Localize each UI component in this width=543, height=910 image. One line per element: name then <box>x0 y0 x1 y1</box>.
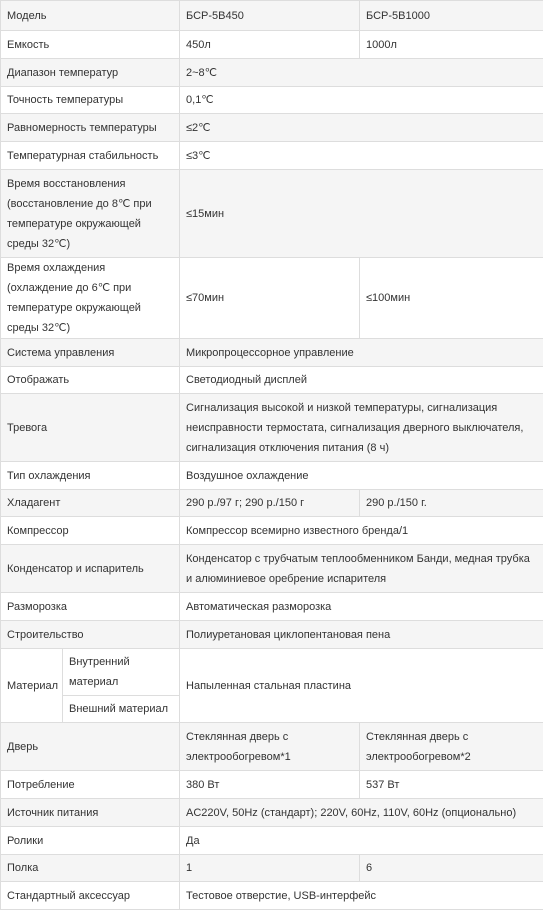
temp-stability-label: Температурная стабильность <box>1 142 180 170</box>
capacity-label: Емкость <box>1 31 180 59</box>
row-recovery <box>1 170 543 258</box>
row-power <box>1 799 543 827</box>
row-defrost <box>1 593 543 621</box>
material-value: Напыленная стальная пластина <box>180 649 543 723</box>
door-value-2: Стеклянная дверь с электрообогревом*2 <box>360 723 543 771</box>
cooling-type-label: Тип охлаждения <box>1 462 180 490</box>
door-value-1: Стеклянная дверь с электрообогревом*1 <box>180 723 360 771</box>
material-outer-label: Внешний материал <box>63 696 180 723</box>
control-label: Система управления <box>1 339 180 367</box>
shelf-label: Полка <box>1 855 180 882</box>
consumption-value-2: 537 Вт <box>360 771 543 799</box>
compressor-label: Компрессор <box>1 517 180 545</box>
cooling-time-value-1: ≤70мин <box>180 258 360 339</box>
temp-accuracy-label: Точность температуры <box>1 87 180 114</box>
condenser-value: Конденсатор с трубчатым теплообменником Банди, медная трубка и алюминиевое оребрение испарителя <box>180 545 543 593</box>
refrigerant-value-2: 290 р./150 г. <box>360 490 543 517</box>
row-refrigerant <box>1 490 543 517</box>
temp-uniformity-label: Равномерность температуры <box>1 114 180 142</box>
accessory-label: Стандартный аксессуар <box>1 882 180 910</box>
construction-label: Строительство <box>1 621 180 649</box>
row-consumption <box>1 771 543 799</box>
casters-value: Да <box>180 827 543 855</box>
cooling-time-label: Время охлаждения (охлаждение до 6℃ при температуре окружающей среды 32℃) <box>1 258 180 339</box>
temp-range-label: Диапазон температур <box>1 59 180 87</box>
refrigerant-value-1: 290 р./97 г; 290 р./150 г <box>180 490 360 517</box>
recovery-label: Время восстановления (восстановление до 8℃ при температуре окружающей среды 32℃) <box>1 170 180 258</box>
row-control <box>1 339 543 367</box>
row-condenser <box>1 545 543 593</box>
display-value: Светодиодный дисплей <box>180 367 543 394</box>
compressor-value: Компрессор всемирно известного бренда/1 <box>180 517 543 545</box>
row-casters <box>1 827 543 855</box>
row-shelf <box>1 855 543 882</box>
defrost-label: Разморозка <box>1 593 180 621</box>
alarm-value: Сигнализация высокой и низкой температуры, сигнализация неисправности термостата, сигнализация дверного выключателя, сигнализация отключения питания (8 ч) <box>180 394 543 462</box>
alarm-label: Тревога <box>1 394 180 462</box>
row-model <box>1 1 543 31</box>
temp-accuracy-value: 0,1℃ <box>180 87 543 114</box>
recovery-value: ≤15мин <box>180 170 543 258</box>
casters-label: Ролики <box>1 827 180 855</box>
row-cooling-time <box>1 258 543 339</box>
row-temp-range <box>1 59 543 87</box>
model-label: Модель <box>1 1 180 31</box>
row-capacity <box>1 31 543 59</box>
row-construction <box>1 621 543 649</box>
row-display <box>1 367 543 394</box>
cooling-type-value: Воздушное охлаждение <box>180 462 543 490</box>
row-material-inner <box>1 649 543 696</box>
accessory-value: Тестовое отверстие, USB-интерфейс <box>180 882 543 910</box>
construction-value: Полиуретановая циклопентановая пена <box>180 621 543 649</box>
temp-stability-value: ≤3℃ <box>180 142 543 170</box>
shelf-value-1: 1 <box>180 855 360 882</box>
row-temp-stability <box>1 142 543 170</box>
row-alarm <box>1 394 543 462</box>
shelf-value-2: 6 <box>360 855 543 882</box>
defrost-value: Автоматическая разморозка <box>180 593 543 621</box>
capacity-value-2: 1000л <box>360 31 543 59</box>
row-temp-uniformity <box>1 114 543 142</box>
consumption-label: Потребление <box>1 771 180 799</box>
temp-uniformity-value: ≤2℃ <box>180 114 543 142</box>
row-door <box>1 723 543 771</box>
row-temp-accuracy <box>1 87 543 114</box>
row-accessory <box>1 882 543 910</box>
door-label: Дверь <box>1 723 180 771</box>
power-label: Источник питания <box>1 799 180 827</box>
cooling-time-value-2: ≤100мин <box>360 258 543 339</box>
refrigerant-label: Хладагент <box>1 490 180 517</box>
temp-range-value: 2~8℃ <box>180 59 543 87</box>
capacity-value-1: 450л <box>180 31 360 59</box>
condenser-label: Конденсатор и испаритель <box>1 545 180 593</box>
material-label: Материал <box>1 649 63 723</box>
control-value: Микропроцессорное управление <box>180 339 543 367</box>
row-compressor <box>1 517 543 545</box>
model-value-1: БСР-5B450 <box>180 1 360 31</box>
consumption-value-1: 380 Вт <box>180 771 360 799</box>
power-value: AC220V, 50Hz (стандарт); 220V, 60Hz, 110V, 60Hz (опционально) <box>180 799 543 827</box>
row-cooling-type <box>1 462 543 490</box>
display-label: Отображать <box>1 367 180 394</box>
model-value-2: БСР-5B1000 <box>360 1 543 31</box>
material-inner-label: Внутренний материал <box>63 649 180 696</box>
